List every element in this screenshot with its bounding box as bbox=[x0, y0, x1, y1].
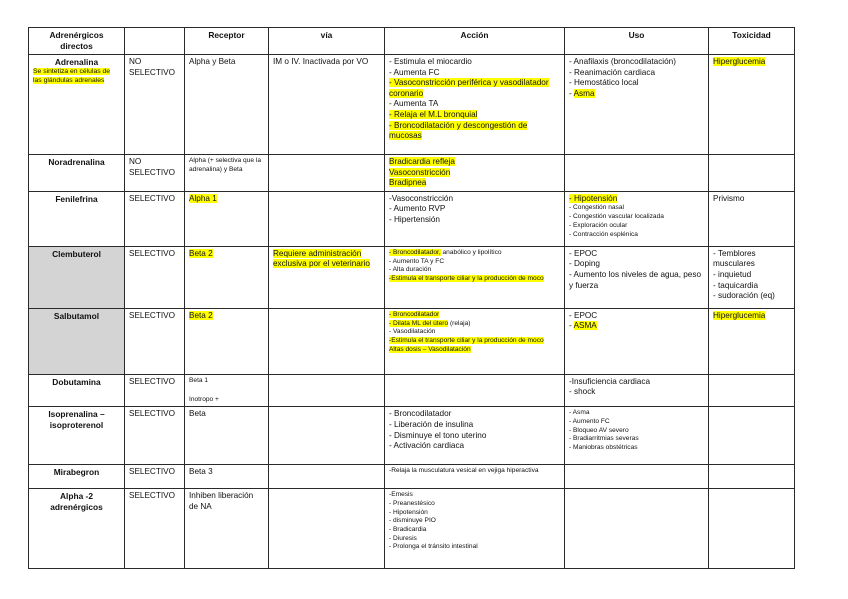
uso-item: - shock bbox=[569, 387, 596, 397]
table-row bbox=[29, 246, 795, 308]
accion-item: - disminuye PIO bbox=[389, 517, 436, 525]
toxicidad-cell bbox=[709, 374, 795, 406]
toxicidad-cell bbox=[709, 489, 795, 569]
accion-item: - Broncodilatador, bbox=[389, 248, 441, 256]
table-row bbox=[29, 154, 795, 191]
accion-item: - Disminuye el tono uterino bbox=[389, 430, 487, 440]
uso-item: - Anafilaxis (broncodilatación) bbox=[569, 56, 676, 66]
uso-item: - Aumento los niveles de agua, peso y fuerza bbox=[569, 270, 701, 290]
toxicidad-item: Hiperglucemia bbox=[713, 56, 766, 66]
selectivity-cell: SELECTIVO bbox=[125, 465, 185, 489]
selectivity-cell: SELECTIVO bbox=[125, 374, 185, 406]
accion-cell bbox=[385, 191, 565, 246]
via-cell bbox=[269, 308, 385, 374]
accion-item: Vasoconstricción bbox=[389, 167, 451, 177]
via-cell bbox=[269, 374, 385, 406]
header-uso: Uso bbox=[565, 28, 709, 55]
accion-item: - Prolonga el tránsito intestinal bbox=[389, 543, 478, 551]
uso-item: - Hipotensión bbox=[569, 193, 618, 203]
accion-item: - Hipotensión bbox=[389, 508, 428, 516]
via-cell bbox=[269, 407, 385, 465]
via-cell bbox=[269, 489, 385, 569]
uso-cell bbox=[565, 154, 709, 191]
receptor-value: Beta 2 bbox=[189, 310, 213, 320]
selectivity-cell: SELECTIVO bbox=[125, 246, 185, 308]
toxicidad-item: - taquicardia bbox=[713, 280, 759, 290]
uso-cell: - Anafilaxis (broncodilatación) - Reanimación cardiaca - Hemostático local - Asma bbox=[565, 54, 709, 154]
receptor-cell: Inhiben liberación de NA bbox=[185, 489, 269, 569]
accion-item: -Vasoconstricción bbox=[389, 193, 454, 203]
receptor-value: Beta 2 bbox=[189, 248, 213, 258]
uso-item: - EPOC bbox=[569, 310, 598, 320]
accion-cell bbox=[385, 54, 565, 154]
drug-name: Alpha -2 adrenérgicos bbox=[29, 489, 125, 569]
selectivity-cell: SELECTIVO bbox=[125, 308, 185, 374]
accion-item: -Relaja la musculatura vesical en vejiga hiperactiva bbox=[389, 467, 539, 475]
accion-item: - Aumento TA y FC bbox=[389, 257, 445, 265]
drug-name: Noradrenalina bbox=[29, 154, 125, 191]
accion-item: - Aumento RVP bbox=[389, 204, 446, 214]
uso-item: - Aumento FC bbox=[569, 417, 610, 425]
accion-cell bbox=[385, 308, 565, 374]
accion-item: - Broncodilatación y descongestión de mucosas bbox=[389, 120, 528, 141]
drug-name: Mirabegron bbox=[29, 465, 125, 489]
toxicidad-cell bbox=[709, 407, 795, 465]
via-cell: IM o IV. Inactivada por VO bbox=[269, 54, 385, 154]
toxicidad-cell bbox=[709, 154, 795, 191]
accion-item: Bradipnea bbox=[389, 178, 427, 188]
header-accion: Acción bbox=[385, 28, 565, 55]
toxicidad-item: - Temblores musculares bbox=[713, 248, 756, 269]
uso-cell bbox=[565, 191, 709, 246]
accion-cell bbox=[385, 246, 565, 308]
accion-item: - Estimula el miocardio bbox=[389, 56, 472, 66]
accion-item: - Activación cardiaca bbox=[389, 441, 465, 451]
drug-name: Dobutamina bbox=[29, 374, 125, 406]
toxicidad-cell bbox=[709, 465, 795, 489]
uso-item: ASMA bbox=[573, 321, 597, 331]
receptor-cell: Beta 3 bbox=[185, 465, 269, 489]
uso-cell bbox=[565, 489, 709, 569]
accion-item: -Estimula el transporte ciliar y la producción de moco bbox=[389, 336, 544, 344]
drug-note: Se sintetiza en células de las glándulas adrenales bbox=[33, 67, 111, 84]
selectivity-cell: NO SELECTIVO bbox=[125, 54, 185, 154]
header-drug: Adrenérgicos directos bbox=[29, 28, 125, 55]
uso-item: - Doping bbox=[569, 259, 600, 269]
accion-item: - Broncodilatador bbox=[389, 409, 452, 419]
uso-item: Asma bbox=[573, 88, 595, 98]
receptor-cell bbox=[185, 374, 269, 406]
uso-cell bbox=[565, 246, 709, 308]
receptor-cell bbox=[185, 308, 269, 374]
receptor-cell: Alpha y Beta bbox=[185, 54, 269, 154]
table-row bbox=[29, 407, 795, 465]
toxicidad-cell bbox=[709, 308, 795, 374]
uso-item: - Maniobras obstétricas bbox=[569, 444, 638, 452]
receptor-value: Beta 1 bbox=[189, 376, 209, 384]
uso-item: - Hemostático local bbox=[569, 78, 639, 88]
uso-cell bbox=[565, 465, 709, 489]
header-row bbox=[29, 28, 795, 55]
uso-item: - Bloqueo AV severo bbox=[569, 426, 629, 434]
via-cell bbox=[269, 465, 385, 489]
drug-name: Clembuterol bbox=[29, 246, 125, 308]
receptor-cell bbox=[185, 246, 269, 308]
header-via: vía bbox=[269, 28, 385, 55]
accion-item: - Preanestésico bbox=[389, 499, 435, 507]
selectivity-cell: SELECTIVO bbox=[125, 489, 185, 569]
accion-item: -Estimula el transporte ciliar y la producción de moco bbox=[389, 274, 544, 282]
table-row bbox=[29, 308, 795, 374]
accion-item: - Aumenta TA bbox=[389, 99, 439, 109]
drug-name: Adrenalina bbox=[54, 56, 99, 67]
table-row bbox=[29, 374, 795, 406]
uso-item: - Reanimación cardiaca bbox=[569, 67, 656, 77]
toxicidad-cell: Privismo bbox=[709, 191, 795, 246]
receptor-cell: Beta bbox=[185, 407, 269, 465]
uso-item: - Asma bbox=[569, 409, 590, 417]
header-toxicidad: Toxicidad bbox=[709, 28, 795, 55]
table-row bbox=[29, 489, 795, 569]
accion-item: -Emesis bbox=[389, 491, 413, 499]
table-row bbox=[29, 54, 795, 154]
receptor-value: Inotropo + bbox=[189, 395, 219, 403]
uso-item: - Bradiarritmias severas bbox=[569, 435, 639, 443]
accion-cell bbox=[385, 489, 565, 569]
toxicidad-cell bbox=[709, 246, 795, 308]
accion-cell bbox=[385, 407, 565, 465]
header-selectivity bbox=[125, 28, 185, 55]
accion-item: - Hipertensión bbox=[389, 215, 440, 225]
drug-name: Isoprenalina – isoproterenol bbox=[29, 407, 125, 465]
via-cell bbox=[269, 154, 385, 191]
drug-name: Fenilefrina bbox=[29, 191, 125, 246]
uso-item: -Insuficiencia cardiaca bbox=[569, 376, 651, 386]
accion-cell bbox=[385, 465, 565, 489]
toxicidad-item: Hiperglucemia bbox=[713, 310, 766, 320]
uso-item: - Exploración ocular bbox=[569, 221, 628, 229]
accion-item: - Bradicardia bbox=[389, 526, 427, 534]
via-value: Requiere administración exclusiva por el veterinario bbox=[273, 248, 370, 269]
uso-item: - Congestión vascular localizada bbox=[569, 213, 664, 221]
accion-item: - Diuresis bbox=[389, 534, 417, 542]
toxicidad-item: - inquietud bbox=[713, 270, 752, 280]
accion-note: (relaja) bbox=[448, 319, 471, 327]
table-row bbox=[29, 465, 795, 489]
adrenergic-drugs-table bbox=[28, 27, 795, 569]
accion-item: - Vasoconstricción periférica y vasodilatador coronario bbox=[389, 78, 549, 98]
accion-item: Altas dosis – Vasodilatación bbox=[389, 345, 471, 353]
header-receptor: Receptor bbox=[185, 28, 269, 55]
receptor-cell bbox=[185, 191, 269, 246]
uso-item: - Congestión nasal bbox=[569, 204, 624, 212]
selectivity-cell: SELECTIVO bbox=[125, 191, 185, 246]
uso-cell: - EPOC - ASMA bbox=[565, 308, 709, 374]
drug-name: Salbutamol bbox=[29, 308, 125, 374]
uso-item: - EPOC bbox=[569, 248, 598, 258]
receptor-cell: Alpha (+ selectiva que la adrenalina) y Beta bbox=[185, 154, 269, 191]
accion-item: - Relaja el M.L bronquial bbox=[389, 110, 478, 120]
accion-item: anabólico y lipolítico bbox=[440, 248, 502, 256]
accion-cell bbox=[385, 374, 565, 406]
uso-cell bbox=[565, 407, 709, 465]
selectivity-cell: SELECTIVO bbox=[125, 407, 185, 465]
toxicidad-item: - sudoración (eq) bbox=[713, 291, 775, 301]
accion-item: - Liberación de insulina bbox=[389, 419, 474, 429]
table-row bbox=[29, 191, 795, 246]
accion-item: - Alta duración bbox=[389, 266, 432, 274]
toxicidad-cell bbox=[709, 54, 795, 154]
accion-item: - Aumenta FC bbox=[389, 67, 440, 77]
accion-item: - Broncodilatador bbox=[389, 310, 440, 318]
accion-item: - Dilata ML del útero bbox=[389, 319, 449, 327]
accion-item: - Vasodilatación bbox=[389, 328, 436, 336]
uso-cell bbox=[565, 374, 709, 406]
uso-item: - Contracción esplénica bbox=[569, 230, 638, 238]
via-cell bbox=[269, 246, 385, 308]
selectivity-cell: NO SELECTIVO bbox=[125, 154, 185, 191]
receptor-value: Alpha 1 bbox=[189, 193, 217, 203]
accion-item: Bradicardia refleja bbox=[389, 156, 455, 166]
accion-cell bbox=[385, 154, 565, 191]
via-cell bbox=[269, 191, 385, 246]
drug-name-cell bbox=[29, 54, 125, 154]
